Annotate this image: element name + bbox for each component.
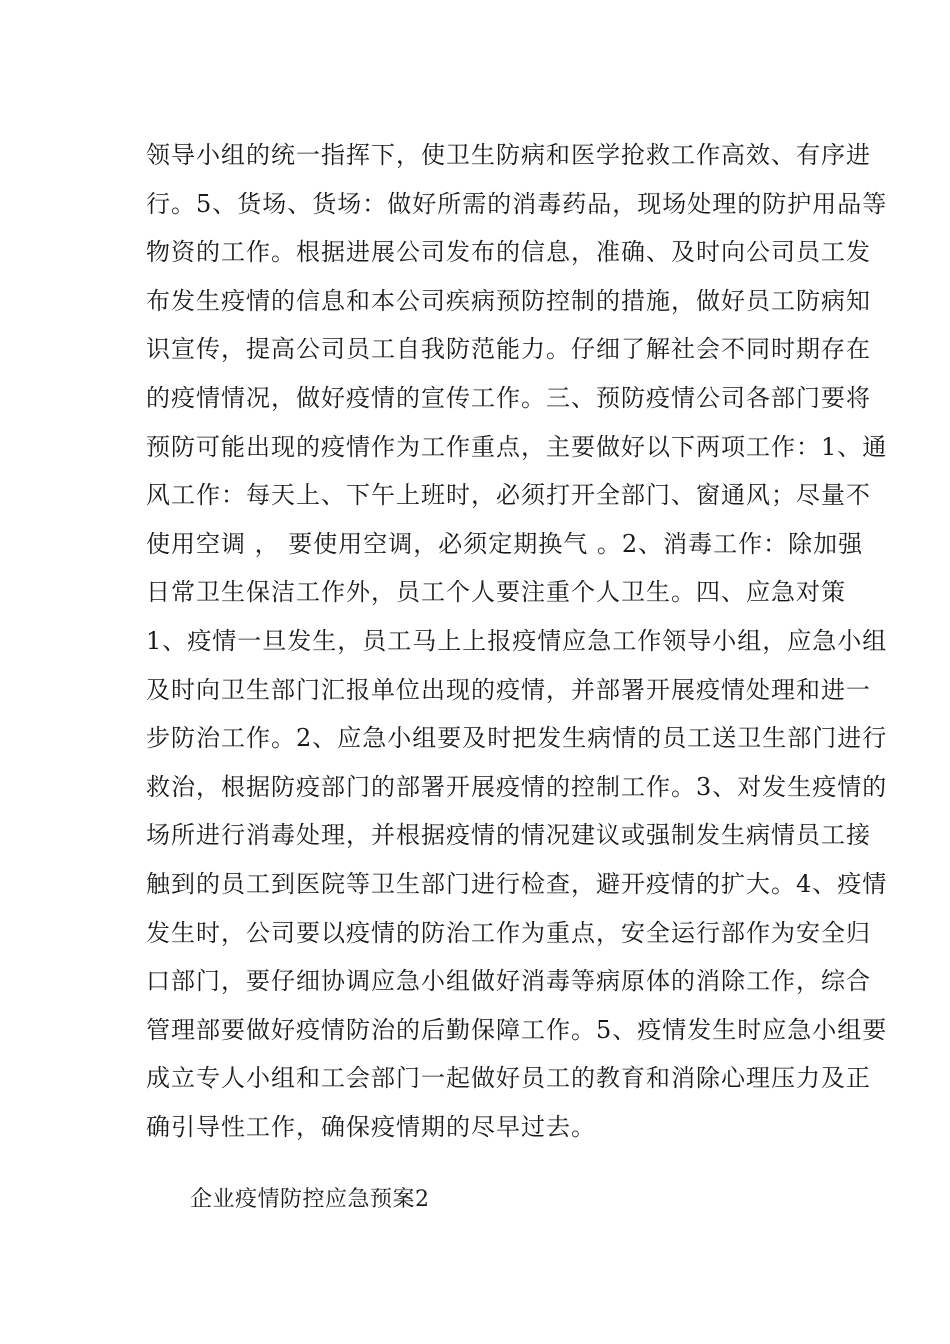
text-line: 风工作：每天上、下午上班时，必须打开全部门、窗通风；尽量不 — [146, 481, 871, 510]
text-line: 使用空调 ， 要使用空调，必须定期换气 。2、消毒工作：除加强 — [146, 529, 864, 558]
text-line: 场所进行消毒处理，并根据疫情的情况建议或强制发生病情员工接 — [146, 821, 871, 850]
text-line: 领导小组的统一指挥下，使卫生防病和医学抢救工作高效、有序进 — [146, 141, 871, 169]
section-heading: 企业疫情防控应急预案2 — [190, 1187, 430, 1212]
text-line: 物资的工作。根据进展公司发布的信息，准确、及时向公司员工发 — [146, 238, 871, 267]
text-line: 口部门，要仔细协调应急小组做好消毒等病原体的消除工作，综合 — [146, 967, 871, 996]
body-text — [146, 131, 888, 1151]
text-line: 步防治工作。2、应急小组要及时把发生病情的员工送卫生部门进行 — [146, 724, 888, 753]
text-line: 识宣传，提高公司员工自我防范能力。仔细了解社会不同时期存在 — [146, 335, 871, 364]
text-line: 及时向卫生部门汇报单位出现的疫情，并部署开展疫情处理和进一 — [146, 675, 871, 704]
text-line: 触到的员工到医院等卫生部门进行检查，避开疫情的扩大。4、疫情 — [146, 869, 888, 898]
text-line: 布发生疫情的信息和本公司疾病预防控制的措施，做好员工防病知 — [146, 286, 871, 315]
text-line: 预防可能出现的疫情作为工作重点，主要做好以下两项工作：1、通 — [146, 432, 888, 461]
text-line: 确引导性工作，确保疫情期的尽早过去。 — [146, 1112, 596, 1141]
text-line: 管理部要做好疫情防治的后勤保障工作。5、疫情发生时应急小组要 — [146, 1015, 888, 1044]
text-line: 行。5、货场、货场：做好所需的消毒药品，现场处理的防护用品等 — [146, 189, 888, 218]
text-line: 日常卫生保洁工作外，员工个人要注重个人卫生。四、应急对策 — [146, 578, 846, 607]
text-line: 的疫情情况，做好疫情的宣传工作。三、预防疫情公司各部门要将 — [146, 383, 871, 412]
text-line: 1、疫情一旦发生，员工马上上报疫情应急工作领导小组，应急小组 — [146, 626, 888, 655]
text-line: 成立专人小组和工会部门一起做好员工的教育和消除心理压力及正 — [146, 1064, 871, 1093]
text-line: 救治，根据防疫部门的部署开展疫情的控制工作。3、对发生疫情的 — [146, 772, 888, 801]
text-line: 发生时，公司要以疫情的防治工作为重点，安全运行部作为安全归 — [146, 918, 871, 947]
